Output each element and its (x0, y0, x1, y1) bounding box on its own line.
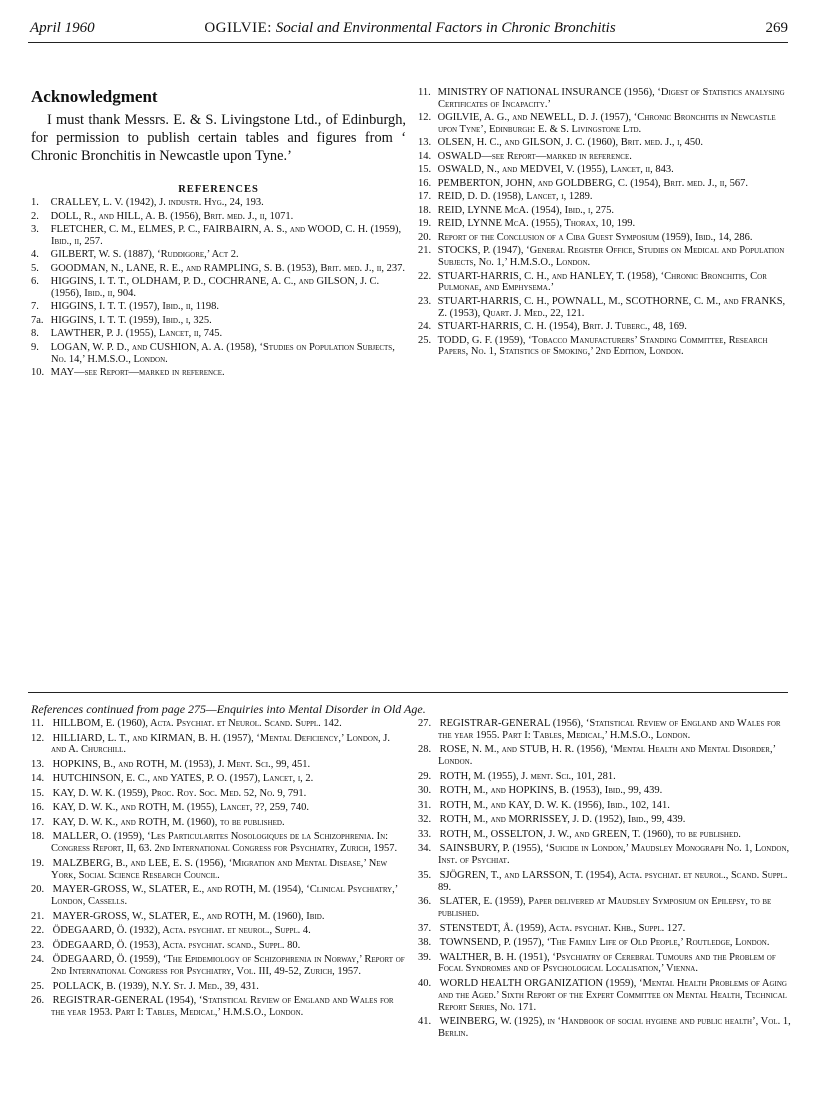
reference-number: 12. (31, 732, 45, 744)
reference-text: WALTHER, B. H. (1951), ‘Psychiatry of Cerebral Tumours and the Problem of Focal Syndromes and of Psychological Localisation,’ Vienna. (438, 951, 776, 975)
references-left-column (31, 197, 406, 381)
reference-text: TOWNSEND, P. (1957), ‘The Family Life of Old People,’ Routledge, London. (439, 937, 770, 949)
reference-number: 13. (31, 758, 45, 770)
acknowledgment-text: I must thank Messrs. E. & S. Livingstone Ltd., of Edinburgh, for permission to publish certain tables and figures from ‘ Chronic Bronchitis in Newcastle upon Tyne.’ (31, 112, 406, 164)
reference-number: 32. (418, 814, 432, 826)
reference-text: MALZBERG, B., and LEE, E. S. (1956), ‘Migration and Mental Disease,’ New York, Social Science Research Council. (51, 857, 388, 881)
reference-entry (418, 321, 796, 333)
reference-entry (418, 137, 796, 149)
reference-text: REGISTRAR-GENERAL (1956), ‘Statistical Review of England and Wales for the year 1955. Part I: Tables, Medical,’ H.M.S.O., London. (438, 718, 781, 741)
reference-entry (418, 744, 796, 768)
acknowledgment-heading: Acknowledgment (31, 87, 158, 106)
reference-entry (418, 800, 796, 812)
reference-entry (31, 981, 406, 993)
reference-number: 36. (418, 896, 432, 908)
reference-text: STUART-HARRIS, C. H. (1954), Brit. J. Tuberc., 48, 169. (437, 321, 687, 333)
reference-text: MALLER, O. (1959), ‘Les Particularites Nosologiques de la Schizophrenia. In: Congress Report, II, 63. 2nd International Congress for Psychiatry, Zurich, 1957. (51, 831, 398, 855)
reference-text: SJÖGREN, T., and LARSSON, T. (1954), Acta. psychiat. et neurol., Scand. Suppl. 89. (438, 869, 788, 893)
reference-number: 9. (31, 341, 39, 353)
reference-number: 38. (418, 937, 432, 949)
reference-entry (31, 718, 406, 730)
reference-text: LAWTHER, P. J. (1955), Lancet, ii, 745. (50, 328, 223, 340)
references-right-column (418, 87, 796, 360)
reference-text: STOCKS, P. (1947), ‘General Register Office, Studies on Medical and Population Subjects, No. 1,’ H.M.S.O., London. (437, 245, 785, 269)
reference-entry (418, 785, 796, 797)
reference-number: 10. (31, 367, 45, 379)
running-header-article-title: Social and Environmental Factors in Chronic Bronchitis (275, 20, 616, 36)
reference-number: 22. (31, 925, 45, 937)
reference-number: 25. (31, 980, 45, 992)
reference-entry (31, 301, 406, 313)
reference-entry (418, 870, 796, 894)
reference-text: REID, LYNNE McA. (1954), Ibid., i, 275. (437, 204, 614, 216)
reference-entry (31, 263, 406, 275)
reference-number: 31. (418, 799, 432, 811)
reference-number: 17. (31, 816, 45, 828)
reference-text: HIGGINS, I. T. T. (1959), Ibid., i, 325. (50, 314, 212, 326)
reference-text: ROTH, M., OSSELTON, J. W., and GREEN, T. (1960), to be published. (439, 828, 741, 840)
reference-number: 6. (31, 276, 39, 288)
reference-number: 16. (418, 177, 432, 189)
reference-text: KAY, D. W. K., and ROTH, M. (1955), Lancet, ??, 259, 740. (52, 802, 309, 814)
reference-text: SAINSBURY, P. (1955), ‘Suicide in London,’ Maudsley Monograph No. 1, London, Inst. of Psychiat. (438, 843, 790, 867)
reference-text: MINISTRY OF NATIONAL INSURANCE (1956), ‘Digest of Statistics analysing Certificates of Incapacity.’ (437, 87, 785, 110)
continued-right-column (418, 718, 796, 1043)
reference-entry (418, 178, 796, 190)
reference-text: ROTH, M. (1955), J. ment. Sci., 101, 281. (439, 770, 616, 782)
reference-text: ÖDEGAARD, Ö. (1959), ‘The Epidemiology of Schizophrenia in Norway,’ Report of 2nd International Congress for Psychiatry, Vol. III, 49-52, Zurich, 1957. (51, 954, 405, 978)
reference-number: 3. (31, 224, 39, 235)
reference-text: LOGAN, W. P. D., and CUSHION, A. A. (1958), ‘Studies on Population Subjects, No. 14,’ H.M.S.O., London. (50, 341, 395, 365)
reference-text: ROSE, N. M., and STUB, H. R. (1956), ‘Mental Health and Mental Disorder,’ London. (438, 744, 776, 768)
reference-text: HILLBOM, E. (1960), Acta. Psychiat. et Neurol. Scand. Suppl. 142. (52, 718, 342, 729)
reference-text: HOPKINS, B., and ROTH, M. (1953), J. Ment. Sci., 99, 451. (52, 758, 311, 770)
reference-entry (31, 315, 406, 327)
reference-entry (31, 817, 406, 829)
reference-text: ROTH, M., and HOPKINS, B. (1953), Ibid., 99, 439. (439, 785, 663, 797)
reference-text: WORLD HEALTH ORGANIZATION (1959), ‘Mental Health Problems of Aging and the Aged.’ Sixth Report of the Expert Committee on Mental Health, Technical Report Series, No. 171. (438, 977, 787, 1013)
reference-number: 30. (418, 785, 432, 797)
reference-text: CRALLEY, L. V. (1942), J. industr. Hyg., 24, 193. (50, 197, 264, 208)
reference-entry (418, 937, 796, 949)
references-heading: REFERENCES (178, 184, 259, 195)
reference-entry (31, 342, 406, 365)
reference-number: 1. (31, 197, 39, 208)
reference-text: KAY, D. W. K. (1959), Proc. Roy. Soc. Med. 52, No. 9, 791. (52, 787, 307, 799)
reference-text: POLLACK, B. (1939), N.Y. St. J. Med., 39, 431. (52, 980, 259, 992)
reference-entry (418, 978, 796, 1014)
reference-entry (31, 276, 406, 299)
reference-entry (31, 954, 406, 978)
reference-number: 26. (31, 995, 45, 1007)
header-rule (28, 42, 788, 43)
reference-entry (31, 249, 406, 261)
reference-text: ROTH, M., and MORRISSEY, J. D. (1952), Ibid., 99, 439. (439, 814, 686, 826)
reference-entry (418, 814, 796, 826)
reference-entry (31, 802, 406, 814)
reference-entry (31, 197, 406, 209)
reference-text: FLETCHER, C. M., ELMES, P. C., FAIRBAIRN, A. S., and WOOD, C. H. (1959), Ibid., ii, 257. (50, 224, 402, 247)
reference-number: 27. (418, 718, 432, 729)
reference-entry (31, 788, 406, 800)
continued-left-column (31, 718, 406, 1021)
reference-number: 21. (31, 910, 45, 922)
reference-entry (418, 245, 796, 268)
reference-entry (31, 995, 406, 1019)
reference-text: DOLL, R., and HILL, A. B. (1956), Brit. med. J., ii, 1071. (50, 210, 294, 222)
reference-text: WEINBERG, W. (1925), in ‘Handbook of social hygiene and public health’, Vol. 1, Berlin. (438, 1016, 791, 1040)
reference-text: GILBERT, W. S. (1887), ‘Ruddigore,’ Act 2. (50, 249, 239, 261)
reference-number: 28. (418, 744, 432, 756)
reference-number: 12. (418, 112, 432, 124)
reference-text: REID, LYNNE McA. (1955), Thorax, 10, 199. (437, 218, 636, 230)
reference-text: MAYER-GROSS, W., SLATER, E., and ROTH, M. (1954), ‘Clinical Psychiatry,’ London, Cassells. (51, 884, 398, 908)
reference-text: OSWALD, N., and MEDVEI, V. (1955), Lancet, ii, 843. (437, 164, 674, 176)
reference-text: STUART-HARRIS, C. H., and HANLEY, T. (1958), ‘Chronic Bronchitis, Cor Pulmonae, and Emphysema.’ (437, 270, 767, 294)
reference-text: REID, D. D. (1958), Lancet, i, 1289. (437, 191, 593, 203)
reference-entry (31, 211, 406, 223)
reference-entry (418, 232, 796, 244)
running-header-date: April 1960 (30, 20, 95, 36)
reference-number: 5. (31, 262, 39, 274)
reference-text: REGISTRAR-GENERAL (1954), ‘Statistical Review of England and Wales for the year 1953. Part I: Tables, Medical,’ H.M.S.O., London. (51, 995, 394, 1018)
reference-number: 23. (31, 939, 45, 951)
reference-number: 34. (418, 843, 432, 855)
reference-number: 11. (31, 718, 44, 729)
reference-entry (418, 335, 796, 358)
reference-entry (418, 896, 796, 920)
reference-number: 20. (418, 231, 432, 243)
reference-text: MAY—see Report—marked in reference. (50, 367, 225, 379)
reference-number: 20. (31, 884, 45, 896)
reference-number: 22. (418, 270, 432, 282)
running-header-author: OGILVIE: (204, 20, 272, 36)
reference-number: 25. (418, 334, 432, 346)
continued-references-heading: References continued from page 275—Enquiries into Mental Disorder in Old Age. (31, 702, 426, 716)
reference-entry (31, 858, 406, 882)
reference-entry (418, 771, 796, 783)
reference-number: 35. (418, 869, 432, 881)
reference-entry (31, 328, 406, 340)
reference-entry (31, 925, 406, 937)
reference-text: PEMBERTON, JOHN, and GOLDBERG, C. (1954), Brit. med. J., ii, 567. (437, 177, 749, 189)
reference-text: STUART-HARRIS, C. H., POWNALL, M., SCOTHORNE, C. M., and FRANKS, Z. (1953), Quart. J. Med., 22, 121. (437, 295, 786, 319)
reference-entry (31, 224, 406, 247)
reference-entry (31, 940, 406, 952)
reference-number: 24. (31, 954, 45, 966)
reference-number: 7. (31, 301, 39, 313)
reference-text: ROTH, M., and KAY, D. W. K. (1956), Ibid., 102, 141. (439, 799, 670, 811)
reference-number: 16. (31, 802, 45, 814)
reference-number: 2. (31, 210, 39, 222)
reference-entry (418, 151, 796, 163)
reference-entry (418, 718, 796, 742)
reference-number: 23. (418, 295, 432, 307)
page-number: 269 (765, 20, 788, 36)
reference-number: 19. (31, 857, 45, 869)
reference-number: 13. (418, 137, 432, 149)
reference-text: ÖDEGAARD, Ö. (1932), Acta. psychiat. et neurol., Suppl. 4. (52, 925, 311, 937)
reference-number: 11. (418, 87, 431, 98)
reference-number: 7a. (31, 314, 44, 326)
reference-number: 33. (418, 828, 432, 840)
reference-number: 39. (418, 951, 432, 963)
reference-text: OGILVIE, A. G., and NEWELL, D. J. (1957), ‘Chronic Bronchitis in Newcastle upon Tyne’, Edinburgh: E. & S. Livingstone Ltd. (437, 112, 776, 135)
reference-entry (31, 831, 406, 855)
reference-number: 37. (418, 922, 432, 934)
reference-number: 15. (31, 787, 45, 799)
reference-text: MAYER-GROSS, W., SLATER, E., and ROTH, M. (1960), Ibid. (52, 910, 325, 922)
reference-number: 19. (418, 218, 432, 230)
reference-entry (418, 1016, 796, 1040)
reference-entry (418, 87, 796, 110)
reference-text: HIGGINS, I. T. T. (1957), Ibid., ii, 1198. (50, 301, 219, 313)
reference-number: 21. (418, 245, 432, 257)
reference-number: 14. (31, 773, 45, 785)
reference-entry (418, 923, 796, 935)
reference-text: HIGGINS, I. T. T., OLDHAM, P. D., COCHRANE, A. C., and GILSON, J. C. (1956), Ibid., ii, 904. (50, 276, 380, 299)
reference-entry (418, 191, 796, 203)
reference-text: GOODMAN, N., LANE, R. E., and RAMPLING, S. B. (1953), Brit. med. J., ii, 237. (50, 262, 405, 274)
reference-number: 8. (31, 328, 39, 340)
running-header-title (150, 20, 670, 37)
reference-text: Report of the Conclusion of a Ciba Guest Symposium (1959), Ibid., 14, 286. (437, 231, 753, 243)
reference-entry (31, 759, 406, 771)
reference-text: HUTCHINSON, E. C., and YATES, P. O. (1957), Lancet, i, 2. (52, 773, 314, 785)
reference-text: OLSEN, H. C., and GILSON, J. C. (1960), Brit. med. J., i, 450. (437, 137, 704, 149)
reference-number: 29. (418, 770, 432, 782)
reference-number: 40. (418, 977, 432, 989)
reference-entry (31, 773, 406, 785)
reference-text: OSWALD—see Report—marked in reference. (437, 150, 632, 162)
reference-entry (31, 733, 406, 757)
reference-entry (418, 952, 796, 976)
reference-text: KAY, D. W. K., and ROTH, M. (1960), to be published. (52, 816, 285, 828)
reference-number: 18. (418, 204, 432, 216)
reference-entry (418, 271, 796, 294)
reference-entry (418, 112, 796, 135)
reference-number: 4. (31, 249, 39, 261)
reference-number: 15. (418, 164, 432, 176)
reference-entry (31, 911, 406, 923)
reference-entry (418, 843, 796, 867)
reference-entry (31, 884, 406, 908)
reference-number: 18. (31, 831, 45, 843)
reference-entry (418, 296, 796, 319)
reference-entry (418, 205, 796, 217)
section-divider (28, 692, 788, 693)
reference-number: 24. (418, 321, 432, 333)
reference-entry (418, 218, 796, 230)
reference-number: 17. (418, 191, 432, 203)
reference-entry (418, 164, 796, 176)
reference-text: TODD, G. F. (1959), ‘Tobacco Manufacturers’ Standing Committee, Research Papers, No. 1, Statistics of Smoking,’ 2nd Edition, London. (437, 334, 768, 358)
reference-entry (31, 367, 406, 379)
reference-text: HILLIARD, L. T., and KIRMAN, B. H. (1957), ‘Mental Deficiency,’ London, J. and A. Churchill. (51, 732, 390, 756)
reference-entry (418, 829, 796, 841)
reference-number: 41. (418, 1016, 432, 1028)
reference-text: STENSTEDT, Å. (1959), Acta. psychiat. Khb., Suppl. 127. (439, 922, 686, 934)
reference-text: ÖDEGAARD, Ö. (1953), Acta. psychiat. scand., Suppl. 80. (52, 939, 301, 951)
reference-number: 14. (418, 150, 432, 162)
reference-text: SLATER, E. (1959), Paper delivered at Maudsley Symposium on Epilepsy, to be published. (438, 896, 772, 920)
